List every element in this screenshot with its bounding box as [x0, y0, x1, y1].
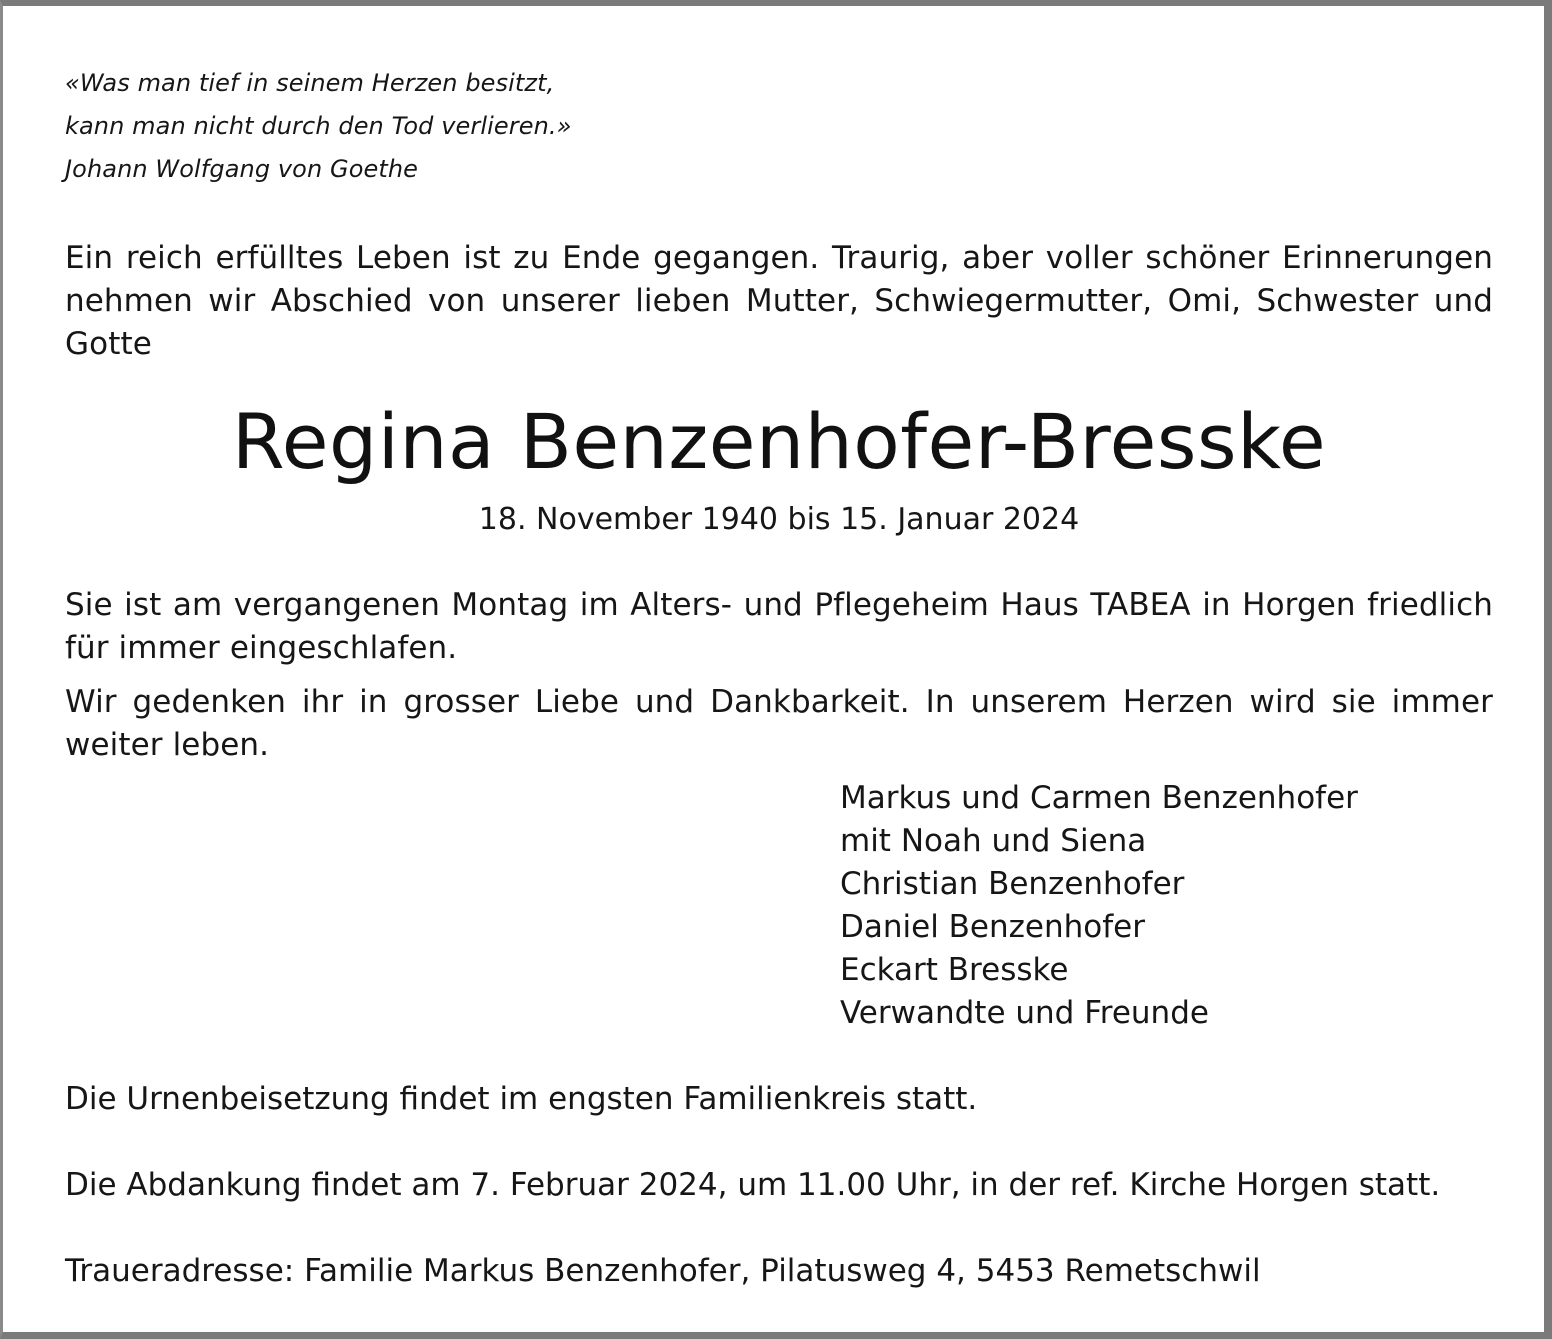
mourner-entry: mit Noah und Siena [840, 823, 1147, 859]
mourner-entry: Daniel Benzenhofer [840, 909, 1145, 945]
motto-author: Johann Wolfgang von Goethe [65, 155, 419, 183]
mourning-address: Traueradresse: Familie Markus Benzenhofer, Pilatusweg 4, 5453 Remetschwil [65, 1253, 1261, 1289]
burial-notice: Die Urnenbeisetzung findet im engsten Familienkreis statt. [65, 1081, 978, 1117]
mourner-entry: Eckart Bresske [840, 952, 1069, 988]
ceremony-notice: Die Abdankung findet am 7. Februar 2024, um 11.00 Uhr, in der ref. Kirche Horgen statt. [65, 1167, 1441, 1203]
life-dates: 18. November 1940 bis 15. Januar 2024 [478, 502, 1080, 537]
mourner-entry: Christian Benzenhofer [840, 866, 1185, 902]
mourner-entry: Markus und Carmen Benzenhofer [840, 780, 1358, 816]
motto-line: «Was man tief in seinem Herzen besitzt, [65, 69, 555, 97]
mourners-list [840, 777, 1480, 1035]
passing-paragraph: Sie ist am vergangenen Montag im Alters- und Pflegeheim Haus TABEA in Horgen friedlich für immer eingeschlafen. [65, 587, 1493, 666]
mourner-entry: Verwandte und Freunde [840, 995, 1209, 1031]
motto-quote [65, 62, 865, 191]
deceased-name: Regina Benzenhofer-Bresske [231, 397, 1327, 486]
intro-paragraph: Ein reich erfülltes Leben ist zu Ende gegangen. Traurig, aber voller schöner Erinnerungen nehmen wir Abschied von unserer lieben Mutter, Schwiegermutter, Omi, Schwester und Gotte [65, 240, 1493, 362]
remembrance-paragraph: Wir gedenken ihr in grosser Liebe und Dankbarkeit. In unserem Herzen wird sie immer weiter leben. [65, 684, 1493, 763]
motto-line: kann man nicht durch den Tod verlieren.» [65, 112, 572, 140]
